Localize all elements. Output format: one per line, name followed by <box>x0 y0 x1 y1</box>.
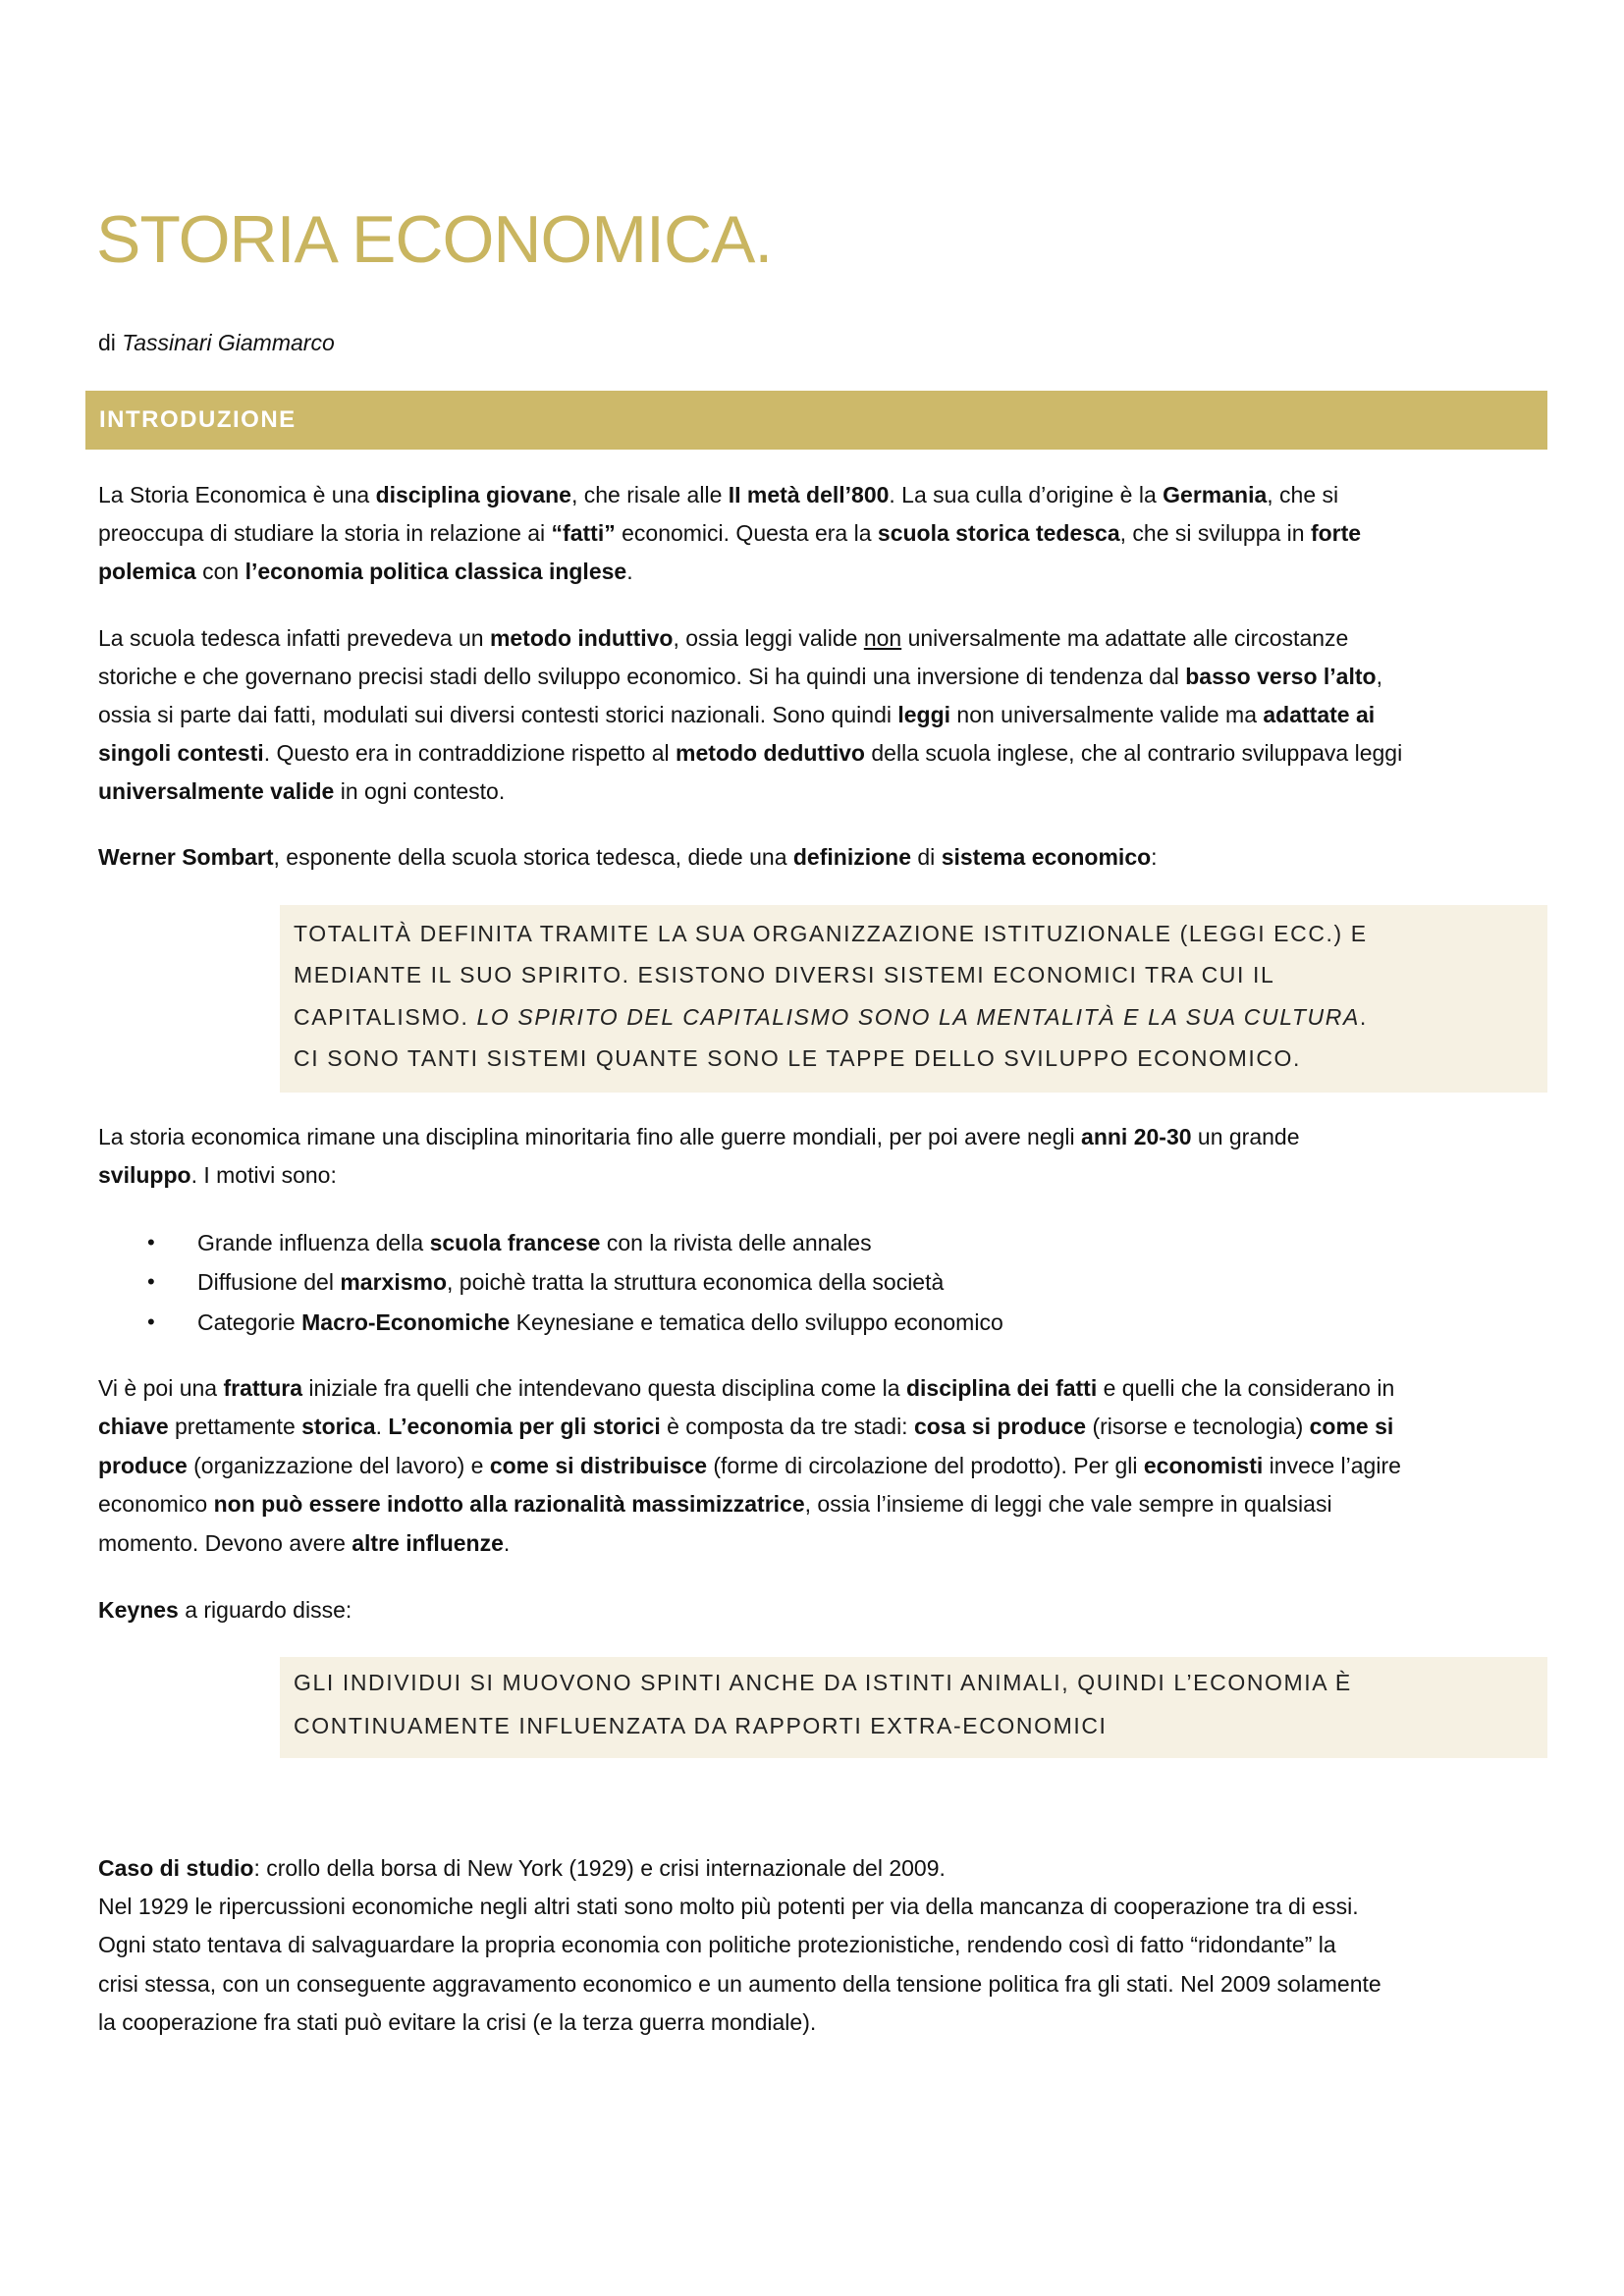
bold-text: disciplina giovane <box>375 482 571 507</box>
text-run: , ossia leggi valide <box>673 625 864 651</box>
bold-text: basso verso l’alto <box>1185 664 1377 689</box>
bold-text: l’economia politica classica inglese <box>244 559 627 584</box>
bold-text: singoli contesti <box>98 740 264 766</box>
bold-text: universalmente valide <box>98 778 335 804</box>
paragraph-line <box>98 1489 1332 1519</box>
text-run: ossia si parte dai fatti, modulati sui diversi contesti storici nazionali. Sono quindi <box>98 702 898 727</box>
bold-text: Keynes <box>98 1597 179 1623</box>
text-run: . <box>375 1414 389 1439</box>
bold-text: II metà dell’800 <box>728 482 890 507</box>
bold-text: leggi <box>897 702 951 727</box>
text-run: . La sua culla d’origine è la <box>889 482 1164 507</box>
text-run: momento. Devono avere <box>98 1530 352 1556</box>
paragraph-line <box>98 700 1375 729</box>
paragraph-line <box>98 776 505 806</box>
paragraph-line <box>98 623 1348 653</box>
text-run: preoccupa di studiare la storia in relazione ai <box>98 520 552 546</box>
bold-text: sviluppo <box>98 1162 191 1188</box>
bold-text: anni 20-30 <box>1081 1124 1192 1149</box>
paragraph-line <box>98 1969 1381 1999</box>
paragraph-line <box>98 842 1158 872</box>
text-run: La storia economica rimane una disciplina minoritaria fino alle guerre mondiali, per poi avere negli <box>98 1124 1082 1149</box>
list-item <box>197 1267 944 1297</box>
bold-text: scuola francese <box>429 1230 601 1255</box>
text-run: , che risale alle <box>570 482 729 507</box>
paragraph-line <box>98 518 1361 548</box>
text-run: Diffusione del <box>197 1269 341 1295</box>
quote-line <box>294 960 1274 989</box>
bold-text: non può essere indotto alla razionalità massimizzatrice <box>213 1491 805 1517</box>
bullet-icon: • <box>147 1230 155 1255</box>
text-run: Vi è poi una <box>98 1375 224 1401</box>
text-run: crisi stessa, con un conseguente aggravamento economico e un aumento della tensione politica fra gli stati. Nel 2009 solamente <box>98 1971 1381 1997</box>
text-run: Keynesiane e tematica dello sviluppo economico <box>510 1309 1003 1335</box>
paragraph-line <box>98 1595 352 1625</box>
bold-text: frattura <box>223 1375 302 1401</box>
text-run: , esponente della scuola storica tedesca, diede una <box>273 844 793 870</box>
text-run: prettamente <box>168 1414 302 1439</box>
text-run: in ogni contesto. <box>334 778 506 804</box>
bold-text: storica <box>301 1414 376 1439</box>
paragraph-line <box>98 1412 1393 1441</box>
paragraph-line <box>98 1892 1359 1921</box>
bold-text: L’economia per gli storici <box>388 1414 661 1439</box>
text-run: Ogni stato tentava di salvaguardare la propria economia con politiche protezionistiche, rendendo così di fatto “ridondante” la <box>98 1932 1336 1957</box>
bold-text: come si <box>1309 1414 1394 1439</box>
text-run: CONTINUAMENTE INFLUENZATA DA RAPPORTI EXTRA-ECONOMICI <box>294 1713 1108 1738</box>
text-run: è composta da tre stadi: <box>660 1414 914 1439</box>
paragraph-line <box>98 480 1338 509</box>
underlined-text: non <box>863 625 902 651</box>
list-item <box>197 1308 1003 1337</box>
text-run: , che si <box>1267 482 1339 507</box>
text-run: a riguardo disse: <box>178 1597 352 1623</box>
italic-text: LO SPIRITO DEL CAPITALISMO SONO LA MENTALITÀ E LA SUA CULTURA <box>476 1004 1360 1030</box>
quote-line <box>294 919 1368 948</box>
paragraph-line <box>98 1930 1336 1959</box>
paragraph-line <box>98 1373 1394 1403</box>
paragraph-line <box>98 1160 337 1190</box>
paragraph-line <box>98 1451 1401 1480</box>
paragraph-line <box>98 662 1382 691</box>
text-run: di <box>911 844 942 870</box>
text-run: Nel 1929 le ripercussioni economiche negli altri stati sono molto più potenti per via della mancanza di cooperazione tra di essi. <box>98 1894 1359 1919</box>
bold-text: metodo deduttivo <box>676 740 865 766</box>
section-heading: INTRODUZIONE <box>99 406 297 433</box>
quote-line <box>294 1668 1352 1697</box>
text-run: CI SONO TANTI SISTEMI QUANTE SONO LE TAPPE DELLO SVILUPPO ECONOMICO. <box>294 1045 1302 1071</box>
bold-text: altre influenze <box>352 1530 504 1556</box>
text-run: TOTALITÀ DEFINITA TRAMITE LA SUA ORGANIZZAZIONE ISTITUZIONALE (LEGGI ECC.) E <box>294 921 1368 946</box>
text-run: iniziale fra quelli che intendevano questa disciplina come la <box>301 1375 906 1401</box>
text-run: . <box>626 559 633 584</box>
quote-line <box>294 1711 1108 1740</box>
paragraph-line <box>98 1122 1300 1151</box>
text-run: economici. Questa era la <box>615 520 878 546</box>
bold-text: Werner Sombart <box>98 844 274 870</box>
paragraph-line <box>98 1528 510 1558</box>
text-run: con <box>195 559 245 584</box>
bold-text: forte <box>1310 520 1362 546</box>
text-run: Categorie <box>197 1309 302 1335</box>
bold-text: cosa si produce <box>913 1414 1087 1439</box>
quote-line <box>294 1043 1301 1073</box>
bold-text: metodo induttivo <box>489 625 674 651</box>
quote-line <box>294 1002 1368 1032</box>
document-title: STORIA ECONOMICA. <box>96 202 773 277</box>
text-run: e quelli che la considerano in <box>1097 1375 1395 1401</box>
text-run: Grande influenza della <box>197 1230 430 1255</box>
paragraph-line <box>98 1853 946 1883</box>
text-run: (organizzazione del lavoro) e <box>187 1453 490 1478</box>
bold-text: definizione <box>792 844 911 870</box>
text-run: la cooperazione fra stati può evitare la crisi (e la terza guerra mondiale). <box>98 2009 817 2035</box>
bold-text: disciplina dei fatti <box>905 1375 1098 1401</box>
bold-text: produce <box>98 1453 188 1478</box>
paragraph-line <box>98 2007 816 2037</box>
bold-text: sistema economico <box>941 844 1152 870</box>
text-run: CAPITALISMO. <box>294 1004 477 1030</box>
section-heading-bar <box>85 391 1547 450</box>
text-run: La scuola tedesca infatti prevedeva un <box>98 625 490 651</box>
text-run: , ossia l’insieme di leggi che vale sempre in qualsiasi <box>804 1491 1332 1517</box>
text-run: , poichè tratta la struttura economica della società <box>447 1269 945 1295</box>
bold-text: economisti <box>1143 1453 1264 1478</box>
text-run: invece l’agire <box>1263 1453 1401 1478</box>
bold-text: Macro-Economiche <box>301 1309 511 1335</box>
text-run: . <box>503 1530 511 1556</box>
bold-text: chiave <box>98 1414 169 1439</box>
paragraph-line <box>98 557 633 586</box>
text-run: La Storia Economica è una <box>98 482 376 507</box>
bold-text: Germania <box>1163 482 1268 507</box>
bold-text: come si distribuisce <box>489 1453 707 1478</box>
bold-text: adattate ai <box>1263 702 1376 727</box>
text-run: della scuola inglese, che al contrario sviluppava leggi <box>864 740 1403 766</box>
text-run: , che si sviluppa in <box>1119 520 1311 546</box>
bullet-icon: • <box>147 1269 155 1294</box>
text-run: . I motivi sono: <box>190 1162 337 1188</box>
author-prefix: di <box>98 330 123 355</box>
text-run: storiche e che governano precisi stadi dello sviluppo economico. Si ha quindi una inversione di tendenza dal <box>98 664 1186 689</box>
bullet-icon: • <box>147 1309 155 1334</box>
paragraph-line <box>98 738 1402 768</box>
bold-text: marxismo <box>340 1269 448 1295</box>
text-run: : crollo della borsa di New York (1929) e crisi internazionale del 2009. <box>253 1855 946 1881</box>
text-run: . Questo era in contraddizione rispetto al <box>263 740 677 766</box>
text-run: un grande <box>1191 1124 1300 1149</box>
text-run: economico <box>98 1491 214 1517</box>
text-run: GLI INDIVIDUI SI MUOVONO SPINTI ANCHE DA ISTINTI ANIMALI, QUINDI L’ECONOMIA È <box>294 1670 1352 1695</box>
text-run: . <box>1359 1004 1368 1030</box>
text-run: universalmente ma adattate alle circostanze <box>901 625 1349 651</box>
bold-text: scuola storica tedesca <box>877 520 1120 546</box>
list-item <box>197 1228 872 1257</box>
bold-text: Caso di studio <box>98 1855 254 1881</box>
text-run: con la rivista delle annales <box>600 1230 872 1255</box>
text-run: , <box>1376 664 1382 689</box>
text-run: (risorse e tecnologia) <box>1086 1414 1310 1439</box>
author-line <box>98 330 335 356</box>
bold-text: “fatti” <box>551 520 616 546</box>
text-run: : <box>1151 844 1158 870</box>
text-run: (forme di circolazione del prodotto). Per gli <box>706 1453 1144 1478</box>
bold-text: polemica <box>98 559 196 584</box>
text-run: MEDIANTE IL SUO SPIRITO. ESISTONO DIVERSI SISTEMI ECONOMICI TRA CUI IL <box>294 962 1275 988</box>
text-run: non universalmente valide ma <box>950 702 1264 727</box>
author-name: Tassinari Giammarco <box>122 330 335 355</box>
